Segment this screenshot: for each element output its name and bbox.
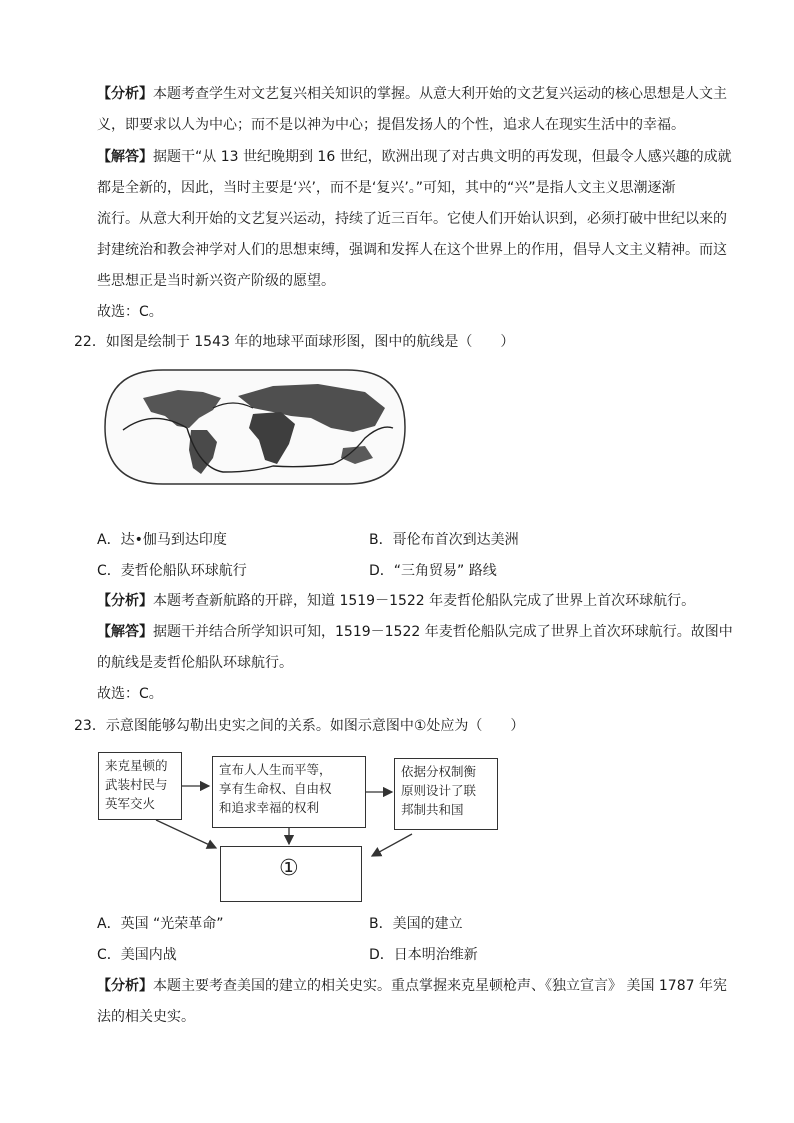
event-box-constitution	[394, 758, 498, 830]
option-a: A．达•伽马到达印度	[97, 532, 227, 548]
answer-tag: 【解答】	[97, 149, 153, 165]
analysis-paragraph	[97, 84, 727, 104]
event-box-declaration	[212, 756, 366, 828]
option-c: C．美国内战	[97, 947, 177, 963]
analysis-text: 本题考查新航路的开辟，知道 1519－1522 年麦哲伦船队完成了世界上首次环球航行。	[153, 593, 696, 609]
answer-text: 流行。从意大利开始的文艺复兴运动，持续了近三百年。它使人们开始认识到，必须打破中世纪以来的	[97, 211, 727, 227]
answer-text: 的航线是麦哲伦船队环球航行。	[97, 655, 293, 671]
arrow-box1-to-center	[156, 820, 216, 848]
relationship-diagram	[96, 748, 426, 906]
answer-tag: 【解答】	[97, 624, 153, 640]
answer-text: 都是全新的，因此，当时主要是‘兴’，而不是‘复兴’。”可知，其中的“兴”是指人文主义思潮逐渐	[97, 180, 676, 196]
box-text: 享有生命权、自由权	[219, 781, 332, 796]
analysis-text: 本题主要考查美国的建立的相关史实。重点掌握来克星顿枪声、《独立宣言》 美国 1787 年宪	[153, 978, 727, 994]
box-text: 英军交火	[105, 796, 156, 811]
question-stem: 22．如图是绘制于 1543 年的地球平面球形图，图中的航线是（ ）	[74, 334, 515, 350]
answer-text: 据题干并结合所学知识可知，1519－1522 年麦哲伦船队完成了世界上首次环球航行。故图中	[153, 624, 733, 640]
event-box-lexington	[98, 752, 182, 820]
answer-text: 据题干“从 13 世纪晚期到 16 世纪，欧洲出现了对古典文明的再发现，但最令人感兴趣的成就	[153, 149, 732, 165]
arrow-box3-to-center	[372, 834, 412, 856]
answer-paragraph	[97, 147, 732, 167]
option-b: B．美国的建立	[369, 916, 463, 932]
box-text: 原则设计了联	[401, 783, 477, 798]
option-b: B．哥伦布首次到达美洲	[369, 532, 519, 548]
analysis-tag: 【分析】	[97, 86, 153, 102]
analysis-text: 法的相关史实。	[97, 1009, 195, 1025]
box-text: 宣布人人生而平等，	[219, 762, 332, 777]
box-text: 来克星顿的	[105, 758, 168, 773]
box-text: 邦制共和国	[401, 802, 464, 817]
box-text: 依据分权制衡	[401, 764, 477, 779]
answer-paragraph	[97, 622, 733, 642]
world-map-figure	[103, 368, 407, 486]
analysis-tag: 【分析】	[97, 978, 153, 994]
answer-text: 封建统治和教会神学对人们的思想束缚，强调和发挥人在这个世界上的作用，倡导人文主义精神。而这	[97, 242, 727, 258]
analysis-text: 本题考查学生对文艺复兴相关知识的掌握。从意大利开始的文艺复兴运动的核心思想是人文主	[153, 86, 727, 102]
question-stem: 23．示意图能够勾勒出史实之间的关系。如图示意图中①处应为（ ）	[74, 718, 525, 734]
box-text: 和追求幸福的权利	[219, 800, 320, 815]
option-d: D．日本明治维新	[369, 947, 478, 963]
option-d: D．“三角贸易” 路线	[369, 563, 497, 579]
option-c: C．麦哲伦船队环球航行	[97, 563, 247, 579]
analysis-paragraph	[97, 591, 695, 611]
box-text: 武装村民与	[105, 777, 168, 792]
option-a: A．英国 “光荣革命”	[97, 916, 224, 932]
answer-blank-box	[220, 846, 362, 902]
analysis-paragraph	[97, 976, 727, 996]
analysis-tag: 【分析】	[97, 593, 153, 609]
analysis-text: 义，即要求以人为中心；而不是以神为中心；提倡发扬人的个性，追求人在现实生活中的幸福。	[97, 117, 685, 133]
choice-text: 故选：C。	[97, 304, 163, 320]
circled-number: ①	[279, 856, 299, 881]
answer-text: 些思想正是当时新兴资产阶级的愿望。	[97, 273, 335, 289]
choice-text: 故选：C。	[97, 686, 163, 702]
